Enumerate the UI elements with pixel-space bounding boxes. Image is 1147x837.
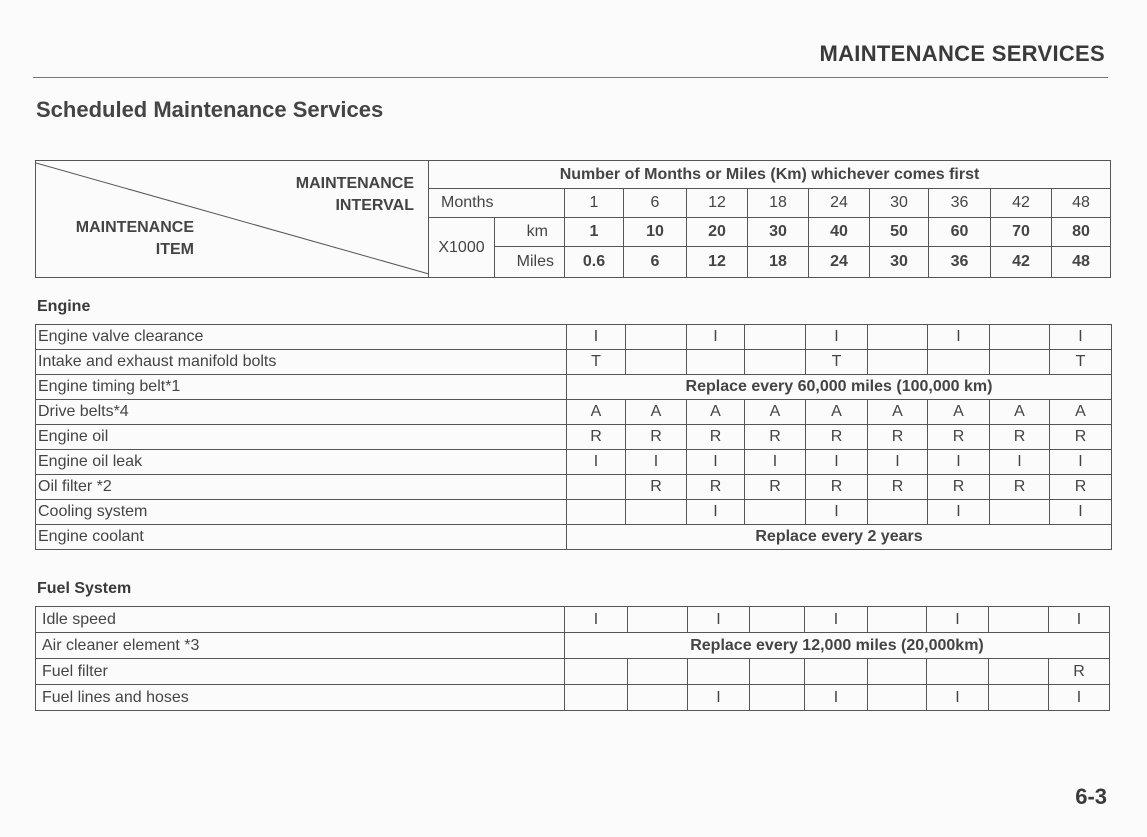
table-row [36, 350, 1112, 375]
schedule-cell: I [1049, 685, 1110, 711]
schedule-cell: I [806, 325, 868, 350]
schedule-cell: I [1050, 325, 1112, 350]
km-cell: 40 [809, 218, 870, 247]
schedule-cell [868, 685, 927, 711]
schedule-cell: I [868, 450, 928, 475]
schedule-cell [989, 607, 1049, 633]
section-title-engine: Engine [37, 298, 91, 315]
schedule-cell: R [806, 425, 868, 450]
km-cell: 70 [991, 218, 1052, 247]
months-cell: 18 [748, 189, 809, 218]
schedule-cell [989, 659, 1049, 685]
schedule-cell [745, 350, 806, 375]
table-row [36, 633, 1110, 659]
schedule-cell: I [688, 607, 750, 633]
table-row [36, 400, 1112, 425]
schedule-cell [927, 659, 989, 685]
miles-cell: 6 [624, 247, 687, 278]
schedule-cell: I [806, 450, 868, 475]
row-item-label: Engine valve clearance [36, 325, 567, 350]
table-row [36, 685, 1110, 711]
km-cell: 20 [687, 218, 748, 247]
schedule-cell: I [927, 607, 989, 633]
schedule-cell: A [567, 400, 626, 425]
schedule-cell: I [687, 500, 745, 525]
row-item-label: Cooling system [36, 500, 567, 525]
row-item-label: Drive belts*4 [36, 400, 567, 425]
table-row [36, 425, 1112, 450]
schedule-cell: R [745, 425, 806, 450]
km-cell: 60 [929, 218, 991, 247]
schedule-cell: I [1050, 500, 1112, 525]
chapter-title: MAINTENANCE SERVICES [819, 41, 1105, 66]
miles-cell: 30 [870, 247, 929, 278]
km-cell: 50 [870, 218, 929, 247]
schedule-cell [687, 350, 745, 375]
schedule-cell [928, 350, 990, 375]
x1000-label: X1000 [429, 218, 495, 278]
months-cell: 12 [687, 189, 748, 218]
schedule-cell: R [928, 475, 990, 500]
item-label: MAINTENANCE ITEM [75, 219, 194, 258]
row-item-label: Fuel filter [36, 659, 565, 685]
row-item-label: Air cleaner element *3 [36, 633, 565, 659]
table-row [36, 450, 1112, 475]
header-rule [33, 77, 1108, 78]
table-row [36, 500, 1112, 525]
schedule-cell: R [567, 425, 626, 450]
schedule-cell: I [565, 607, 628, 633]
interval-header-table [35, 160, 1111, 278]
schedule-cell [626, 350, 687, 375]
section-title-fuel: Fuel System [37, 580, 132, 597]
schedule-cell [868, 500, 928, 525]
schedule-cell: I [805, 685, 868, 711]
km-label: km [495, 218, 565, 247]
schedule-cell: R [1050, 475, 1112, 500]
schedule-cell: I [928, 500, 990, 525]
schedule-cell: I [626, 450, 687, 475]
schedule-cell: A [806, 400, 868, 425]
schedule-cell [868, 659, 927, 685]
schedule-cell: R [745, 475, 806, 500]
schedule-cell: R [806, 475, 868, 500]
interval-span-title: Number of Months or Miles (Km) whichever comes first [429, 161, 1111, 189]
months-cell: 24 [809, 189, 870, 218]
miles-cell: 36 [929, 247, 991, 278]
schedule-cell [626, 500, 687, 525]
replace-interval-note: Replace every 2 years [567, 525, 1112, 550]
schedule-cell: R [1050, 425, 1112, 450]
row-item-label: Intake and exhaust manifold bolts [36, 350, 567, 375]
schedule-cell [750, 607, 805, 633]
months-cell: 30 [870, 189, 929, 218]
miles-cell: 0.6 [565, 247, 624, 278]
schedule-cell [628, 685, 688, 711]
schedule-cell [745, 325, 806, 350]
schedule-cell: I [745, 450, 806, 475]
schedule-cell [805, 659, 868, 685]
months-cell: 36 [929, 189, 991, 218]
schedule-cell: I [805, 607, 868, 633]
miles-cell: 48 [1052, 247, 1111, 278]
km-cell: 80 [1052, 218, 1111, 247]
page-number: 6-3 [1075, 784, 1107, 809]
schedule-cell [750, 685, 805, 711]
row-item-label: Idle speed [36, 607, 565, 633]
schedule-cell [626, 325, 687, 350]
schedule-cell: I [687, 450, 745, 475]
schedule-cell [750, 659, 805, 685]
schedule-cell: T [1050, 350, 1112, 375]
months-cell: 48 [1052, 189, 1111, 218]
schedule-cell [868, 607, 927, 633]
schedule-cell: R [687, 475, 745, 500]
miles-cell: 42 [991, 247, 1052, 278]
row-item-label: Engine timing belt*1 [36, 375, 567, 400]
schedule-cell: R [990, 475, 1050, 500]
row-item-label: Fuel lines and hoses [36, 685, 565, 711]
replace-interval-note: Replace every 12,000 miles (20,000km) [565, 633, 1110, 659]
schedule-cell: A [868, 400, 928, 425]
engine-table [35, 324, 1112, 550]
schedule-cell: R [1049, 659, 1110, 685]
page-title: Scheduled Maintenance Services [36, 97, 384, 122]
schedule-cell: R [626, 425, 687, 450]
schedule-cell [990, 350, 1050, 375]
diagonal-header-cell [36, 161, 429, 278]
schedule-cell [745, 500, 806, 525]
schedule-cell: A [990, 400, 1050, 425]
schedule-cell: I [990, 450, 1050, 475]
schedule-cell [990, 500, 1050, 525]
interval-label: MAINTENANCE INTERVAL [295, 175, 414, 214]
schedule-cell [868, 350, 928, 375]
schedule-cell: T [806, 350, 868, 375]
schedule-cell: A [745, 400, 806, 425]
schedule-cell: I [688, 685, 750, 711]
schedule-cell: A [1050, 400, 1112, 425]
schedule-cell: I [927, 685, 989, 711]
schedule-cell [868, 325, 928, 350]
schedule-cell: R [928, 425, 990, 450]
miles-cell: 24 [809, 247, 870, 278]
schedule-cell [990, 325, 1050, 350]
schedule-cell: I [1049, 607, 1110, 633]
months-cell: 42 [991, 189, 1052, 218]
schedule-cell [989, 685, 1049, 711]
schedule-cell: A [687, 400, 745, 425]
schedule-cell: R [868, 425, 928, 450]
km-cell: 1 [565, 218, 624, 247]
schedule-cell [567, 500, 626, 525]
schedule-cell [567, 475, 626, 500]
schedule-cell [688, 659, 750, 685]
schedule-cell: R [626, 475, 687, 500]
table-row [36, 659, 1110, 685]
schedule-cell [628, 659, 688, 685]
row-item-label: Engine oil [36, 425, 567, 450]
schedule-cell [565, 685, 628, 711]
months-cell: 6 [624, 189, 687, 218]
table-row [36, 325, 1112, 350]
schedule-cell: R [687, 425, 745, 450]
schedule-cell: R [868, 475, 928, 500]
miles-cell: 18 [748, 247, 809, 278]
months-label: Months [429, 189, 565, 218]
replace-interval-note: Replace every 60,000 miles (100,000 km) [567, 375, 1112, 400]
table-row [36, 607, 1110, 633]
schedule-cell: I [567, 325, 626, 350]
schedule-cell: I [928, 450, 990, 475]
table-row [36, 375, 1112, 400]
km-cell: 30 [748, 218, 809, 247]
table-row [36, 475, 1112, 500]
schedule-cell [565, 659, 628, 685]
schedule-cell: I [928, 325, 990, 350]
row-item-label: Engine oil leak [36, 450, 567, 475]
schedule-cell: T [567, 350, 626, 375]
row-item-label: Engine coolant [36, 525, 567, 550]
schedule-cell: I [806, 500, 868, 525]
row-item-label: Oil filter *2 [36, 475, 567, 500]
miles-label: Miles [495, 247, 565, 278]
schedule-cell: I [1050, 450, 1112, 475]
schedule-cell: A [928, 400, 990, 425]
km-cell: 10 [624, 218, 687, 247]
schedule-cell [628, 607, 688, 633]
schedule-cell: I [687, 325, 745, 350]
months-cell: 1 [565, 189, 624, 218]
miles-cell: 12 [687, 247, 748, 278]
schedule-cell: R [990, 425, 1050, 450]
table-row [36, 525, 1112, 550]
fuel-table [35, 606, 1110, 711]
schedule-cell: I [567, 450, 626, 475]
schedule-cell: A [626, 400, 687, 425]
